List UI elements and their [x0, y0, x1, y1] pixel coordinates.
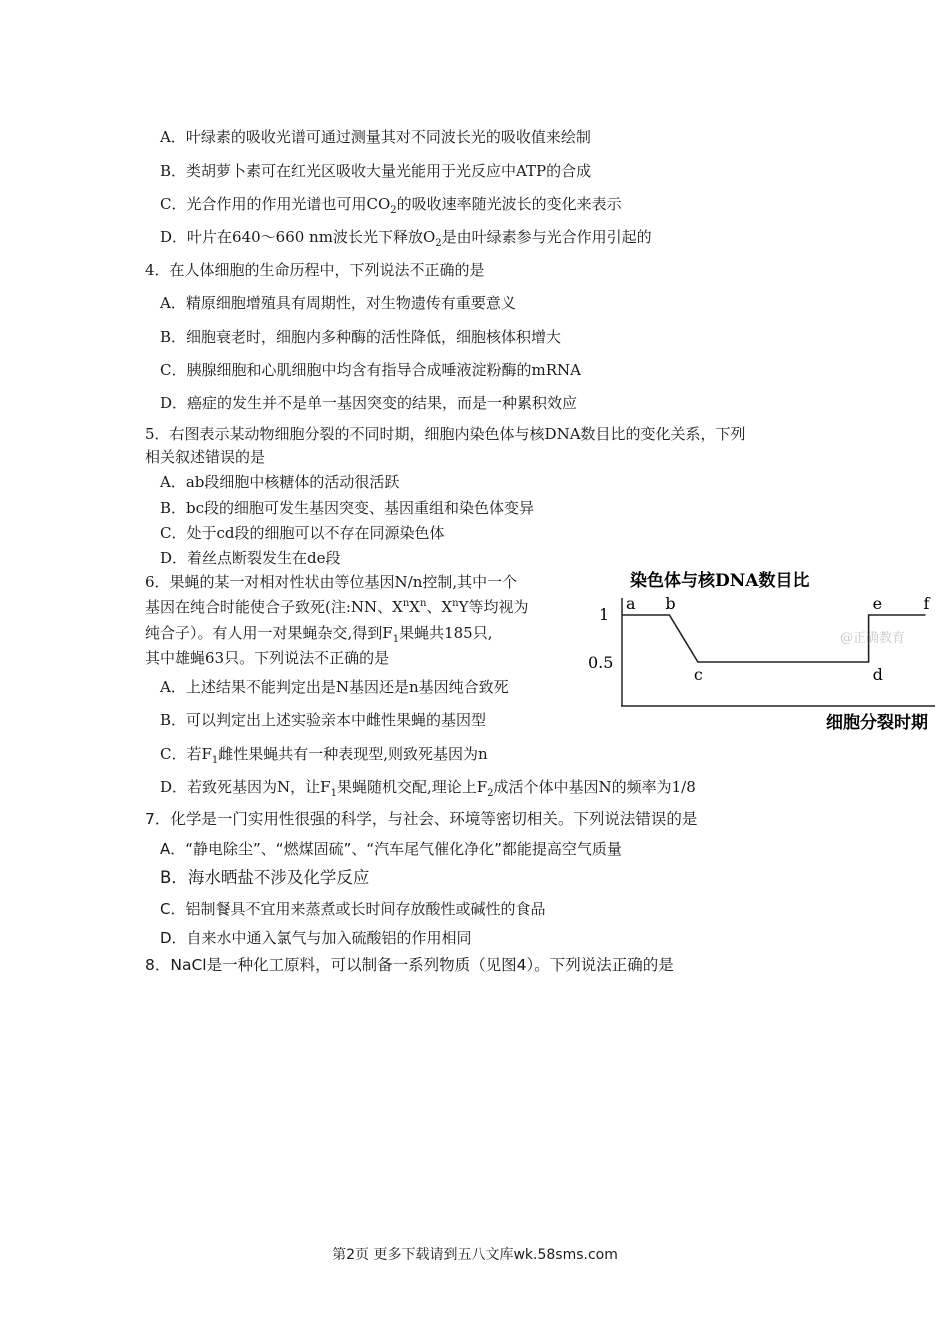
q3-option-c: [160, 194, 622, 214]
q5-stem-line1: 5．右图表示某动物细胞分裂的不同时期，细胞内染色体与核DNA数目比的变化关系，下列: [145, 425, 746, 443]
q3-option-b: B．类胡萝卜素可在红光区吸收大量光能用于光反应中ATP的合成: [160, 162, 592, 180]
q3-option-d-text2: 是由叶绿素参与光合作用引起的: [441, 228, 652, 246]
q6-option-c-sub: 1: [211, 755, 219, 766]
q6-stem-line2: [145, 597, 528, 617]
q3-option-d: [160, 227, 652, 247]
q6-option-a: A．上述结果不能判定出是N基因还是n基因纯合致死: [160, 678, 509, 696]
q6-option-b: B．可以判定出上述实验亲本中雌性果蝇的基因型: [160, 711, 487, 729]
q6-option-c: [160, 744, 488, 764]
q7-option-a: A．“静电除尘”、“燃煤固硫”、“汽车尾气催化净化”都能提高空气质量: [160, 840, 622, 858]
x-axis-label: 细胞分裂时期: [826, 713, 928, 733]
q3-option-d-sub: 2: [435, 238, 442, 249]
q6-line3-sub: 1: [392, 634, 400, 645]
q5-option-d: D．着丝点断裂发生在de段: [160, 549, 341, 567]
q6-option-d-text-b: 果蝇随机交配,理论上F: [336, 778, 488, 796]
q4-option-d: D．癌症的发生并不是单一基因突变的结果，而是一种累积效应: [160, 394, 578, 412]
q5-option-a: A．ab段细胞中核糖体的活动很活跃: [160, 473, 400, 491]
q7-option-c: C．铝制餐具不宜用来蒸煮或长时间存放酸性或碱性的食品: [160, 900, 546, 918]
q7-stem: 7．化学是一门实用性很强的科学，与社会、环境等密切相关。下列说法错误的是: [145, 810, 698, 828]
q3-option-c-sub: 2: [390, 205, 397, 216]
chromosome-dna-ratio-chart: [585, 560, 947, 735]
point-label-e: e: [872, 594, 883, 613]
q6-line2-text-b: X: [409, 598, 420, 616]
point-label-a: a: [626, 594, 636, 613]
q4-option-c: C．胰腺细胞和心肌细胞中均含有指导合成唾液淀粉酶的mRNA: [160, 361, 581, 379]
q6-option-c-text-b: 雌性果蝇共有一种表现型,则致死基因为n: [218, 745, 488, 763]
point-label-f: f: [923, 594, 930, 613]
q7-option-b: B．海水晒盐不涉及化学反应: [160, 868, 370, 887]
q6-line3-text-b: 果蝇共185只,: [399, 624, 493, 642]
q5-option-b: B．bc段的细胞可发生基因突变、基因重组和染色体变异: [160, 499, 535, 517]
q6-option-d: [160, 777, 696, 797]
y-tick-label-1: 1: [599, 605, 610, 624]
q3-option-c-text2: 的吸收速率随光波长的变化来表示: [396, 195, 622, 213]
q6-option-d-text-c: 成活个体中基因N的频率为1/8: [493, 778, 696, 796]
q6-stem-line3: [145, 623, 492, 643]
point-label-b: b: [665, 594, 676, 613]
chart-title: 染色体与核DNA数目比: [630, 571, 810, 591]
q6-stem-line4: 其中雄蝇63只。下列说法不正确的是: [145, 649, 390, 667]
watermark-text: @正确教育: [840, 631, 906, 646]
q3-option-a: A．叶绿素的吸收光谱可通过测量其对不同波长光的吸收值来绘制: [160, 128, 591, 146]
q6-line2-text-c: 、X: [426, 598, 453, 616]
q6-stem-line1: 6．果蝇的某一对相对性状由等位基因N/n控制,其中一个: [145, 573, 518, 591]
q6-option-c-text-a: C．若F: [160, 745, 212, 763]
page-footer: 第2页 更多下载请到五八文库wk.58sms.com: [332, 1247, 618, 1263]
q6-line2-sup3: n: [452, 598, 459, 609]
point-label-d: d: [872, 665, 883, 684]
q6-option-d-sub1: 1: [330, 788, 337, 799]
q5-option-c: C．处于cd段的细胞可以不存在同源染色体: [160, 524, 445, 542]
q6-line2-sup1: n: [402, 598, 410, 609]
q7-option-d: D．自来水中通入氯气与加入硫酸铝的作用相同: [160, 929, 472, 947]
q4-option-b: B．细胞衰老时，细胞内多种酶的活性降低，细胞核体积增大: [160, 328, 562, 346]
q5-stem-line2: 相关叙述错误的是: [145, 448, 266, 466]
q6-line2-text-d: Y等均视为: [458, 598, 529, 616]
y-tick-label-0.5: 0.5: [588, 653, 614, 672]
q4-option-a: A．精原细胞增殖具有周期性，对生物遗传有重要意义: [160, 294, 516, 312]
q6-line3-text-a: 纯合子）。有人用一对果蝇杂交,得到F: [145, 624, 393, 642]
q3-option-d-text: D．叶片在640～660 nm波长光下释放O: [160, 228, 436, 246]
q6-line2-text-a: 基因在纯合时能使合子致死(注:NN、X: [145, 598, 403, 616]
q6-option-d-sub2: 2: [487, 788, 494, 799]
q6-line2-sup2: n: [419, 598, 427, 609]
q3-option-c-text: C．光合作用的作用光谱也可用CO: [160, 195, 391, 213]
q8-stem: 8．NaCl是一种化工原料，可以制备一系列物质（见图4）。下列说法正确的是: [145, 956, 674, 974]
q4-stem: 4．在人体细胞的生命历程中，下列说法不正确的是: [145, 261, 485, 279]
q6-option-d-text-a: D．若致死基因为N，让F: [160, 778, 331, 796]
point-label-c: c: [693, 665, 703, 684]
